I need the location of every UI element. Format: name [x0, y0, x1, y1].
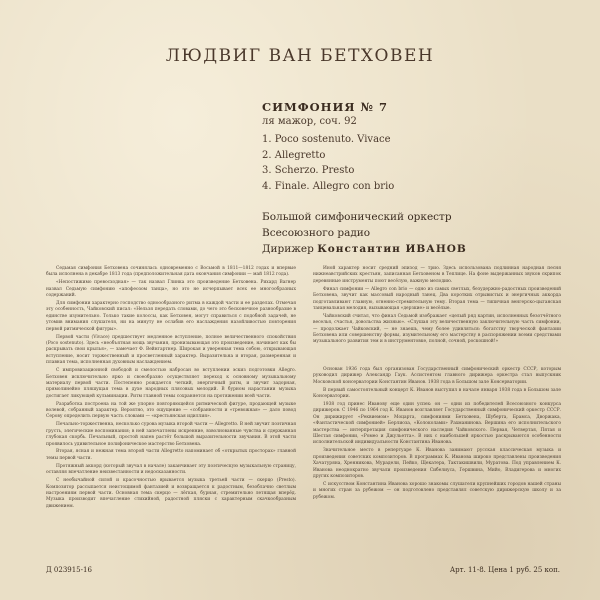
notes-paragraph: Вторая, ясная и нежная тема второй части Allegretto напоминает об «открытых просторах» главной темы первой части. [46, 449, 296, 461]
price-line: Арт. 11-8. Цена 1 руб. 25 коп. [449, 566, 560, 574]
liner-notes-right-column-top [313, 266, 561, 347]
notes-paragraph: С необычайной силой и красочностью врывается музыка третьей части — скерцо (Presto). Композитор рассыпается неистощимой фантазией и возвращается к радостным, безоблачно светлым настроениям первой части. Основная тема скерцо — лёгкая, бурная, стремительно летящая вперёд. Музыка производит впечатление стихийной, радостной пляски с характерным скачкообразным движением. [46, 478, 296, 509]
notes-paragraph: Печально-торжественна, несколько сурова музыка второй части — Allegretto. В ней звучит поэтичная грусть, элегические воспоминания; в ней запечатлены искренние, взволнованные чувства и сдержанная глубокая скорбь. Печальный, простой напев растёт большой выразительности звучания. В этой части проявилось удивительное полифоническое мастерство Бетховена. [46, 422, 296, 447]
notes-paragraph: Для симфонии характерно господство одноообразного ритма в каждой части и ее разделах. Отмечая эту особенность, Чайковский писал: «Нельзя передать словами, до чего это бесконечное разнообразие в единстве изумительно. Только такие колоссы, как Бетховен, могут справиться с подобной задачей, не утомив внимания слушателя, ни на минуту не ослабив его наслаждения назойливостью повторения первой ритмической фигуры». [46, 301, 296, 332]
composer-name: ЛЮДВИГ ВАН БЕТХОВЕН [165, 46, 435, 66]
work-key: ля мажор, соч. 92 [262, 116, 357, 127]
notes-paragraph: С искусством Константина Иванова хорошо знакомы слушатели крупнейших городов нашей страны и многих стран за рубежом — он подготовлено представлял советскую дирижерскую школу и за рубежом. [313, 481, 561, 500]
conductor-role: Дирижер [262, 243, 314, 255]
notes-paragraph: Чайковский считал, что финал Седьмой изображает «целый ряд картин, исполненных безотчётного веселья, счастья, довольства жизнью». «Слушая эту величественную заключительную часть симфонии, — продолжает Чайковский, — не знаешь, чему более удивляться: богатству творческой фантазии Бетховена или совершенству формы, изумительному его мастерству в распоряжении всеми средствами музыкального развития тем и в инструментовке, полной, сочной, роскошной!» [313, 313, 561, 345]
notes-paragraph: Значительное место в репертуаре К. Иванова занимают русская классическая музыка и произведения советских композиторов. В программах К. Иванова широко представлены произведения Хачатуряна, Хренникова, Мурадели, Пейко, Щекатера, Тактакишвили, Муратова. Под управлением К. Иванова неоднократно звучали произведения Сибелиуса, Гершвина, Мийо, Владигерова и многих других композиторов. [313, 448, 561, 479]
movement-item: 2. Allegretto [262, 149, 326, 161]
catalog-number: Д 023915-16 [46, 566, 92, 574]
notes-paragraph: Иной характер носит средний эпизод — трио. Здесь использована подлинная народная песня нижнеавстрийских крестьян, записанная Бетховеном в Теплице. На фоне выдержанных звуков скрипок деревянные инструменты поют весёлую, важную мелодию. [313, 266, 561, 284]
notes-paragraph: Финал симфонии — Allegro con brio — одно из самых светлых, безудержно-радостных произведений Бетховена, звучит как массовый народный танец. Два коротких отрывистых и энергичных аккорда подготавливают главную, огненно-стремительную тему. Вторая тема — типичная венгерско-цыганская танцевальная мелодия, вызывающая «дерзкие» и весёлые. [313, 286, 561, 311]
notes-paragraph: С импровизационной свободой и смелостью набросан во вступлении эскиз подготовки Allegro. Бетховен исключительно ярко и своеобразно осуществляет переход к основному музыкальному материалу первой части. Постепенно рождается четкий, энергичный ритм, и звучит задорная, прямолинейно пляшущая тема в духе народных плясовых мелодий. В бурном нарастании музыка достигает ликующей кульминации. Ритм главной темы сохраняется на протяжении всей части. [46, 368, 296, 399]
movement-list [262, 132, 394, 194]
conductor-name: Константин ИВАНОВ [317, 243, 467, 255]
notes-paragraph: В первый самостоятельный концерт К. Иванов выступил в начале января 1938 года в Большом зале Консерватории. [313, 387, 561, 400]
notes-paragraph: Основан 1936 года был организован Государственный симфонический оркестр СССР, которым руководил дирижер Александр Гаук. Ассистентом главного дирижера оркестра стал выпускник Московской консерватории Константин Иванов. 1938 года в Большом зале Консерватории. [313, 367, 561, 385]
notes-paragraph: Седьмая симфония Бетховена сочинялась одновременно с Восьмой в 1811—1812 годах и впервые была исполнена в декабре 1813 года (предположительная дата окончания симфонии — май 1812 года). [46, 266, 296, 278]
notes-paragraph: «Непостижимо превосходная» — так назвал Глинка это произведение Бетховена. Рихард Вагнер назвал Седьмую симфонию «апофеозом танца», но это не исчерпывает всех ее многообразных содержаний. [46, 280, 296, 299]
notes-paragraph: Разработка построена на той же упорно повторяющейся ритмической фигуре, продающей музыке волевой, собранный характер. Вероятно, это ощущение — «собранности и «тревожная» — дало повод Серову определить первую часть словами — «крестьянская идиллия». [46, 401, 296, 420]
orchestra-name-line1: Большой симфонический оркестр [262, 211, 452, 223]
notes-paragraph: 1938 год принес Иванову еще один успех: он — одни из победителей Всесоюзного конкурса дирижеров. С 1946 по 1964 год К. Иванов возглавляет Государственный симфонический оркестр СССР. Он дирижирует «Реквиемом» Моцарта, симфониями Бетховена, Шуберта, Брамса, Дворжака, «Фантастической симфонией» Берлиоза, «Колоколами» Рахманинова. Вершина его исполнительского мастерства — интерпретация симфонического наследия Чайковского. Первая, Четвертая, Пятая и Шестая симфонии, «Ромео и Джульетта». В них с наибольшей яркостью раскрываются особенности исполнительской индивидуальности Константина Иванова. [313, 402, 561, 446]
orchestra-name-line2: Всесоюзного радио [262, 227, 371, 239]
liner-notes-right-column-bottom [313, 367, 561, 503]
liner-notes-left-column [46, 266, 296, 512]
work-title: СИМФОНИЯ № 7 [262, 100, 389, 114]
notes-paragraph: Первой части (Vivace) предшествует медленное вступление, полное величественного спокойствия (Poco sostenuto). Здесь «необъятная мощь звучания, пронизывающая это произведение, начинает как бы раскрывать свои крылья», — замечает Ф. Вейнгартнер. Широкая и уверенная тема собою, открывающая вступление, носит торжественный и просветленный характер. Выразительна и вторая, размеренная и плавная тема, исполненная духовным наслаждением. [46, 334, 296, 366]
conductor-line [262, 241, 467, 257]
movement-item: 1. Poco sostenuto. Vivace [262, 134, 391, 145]
movement-item: 3. Scherzo. Presto [262, 165, 355, 176]
movement-item: 4. Finale. Allegro con brio [262, 180, 395, 192]
notes-paragraph: Протяжный аккорд (который звучал в начале) заканчивает эту поэтическую музыкальную страницу, оставляя впечатление неизвестанности и недосказанности. [46, 463, 296, 476]
performers-block [262, 209, 467, 257]
